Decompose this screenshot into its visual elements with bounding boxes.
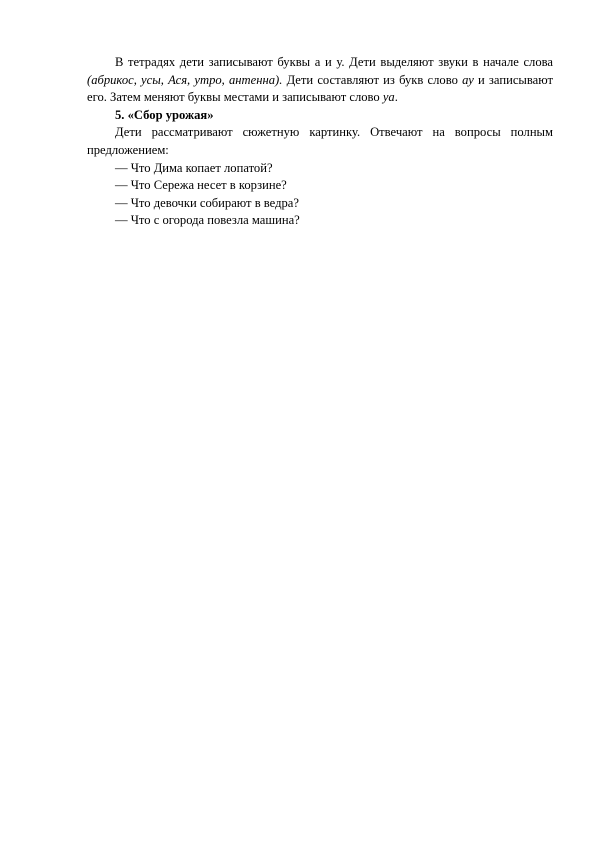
paragraph-text: Дети составляют из букв слово [282, 72, 463, 87]
paragraph-text: и записывают его. Затем меняют буквы местами и записывают слово [87, 72, 553, 105]
paragraph-text: В тетрадях дети записывают буквы а и у. Дети выделяют звуки в начале слова [115, 55, 553, 69]
question-item: — Что Сережа несет в корзине? [115, 178, 287, 193]
paragraph-writing-letters [87, 54, 553, 107]
paragraph-text: . [394, 90, 398, 105]
word-ua: уа [382, 90, 395, 105]
word-au: ау [462, 72, 474, 87]
question-item: — Что девочки собирают в ведра? [115, 195, 299, 210]
example-words: (абрикос, усы, Ася, утро, антенна). [87, 72, 283, 87]
question-item: — Что Дима копает лопатой? [115, 160, 273, 175]
document-body [87, 54, 553, 230]
question-item: — Что с огорода повезла машина? [115, 213, 300, 228]
paragraph-picture-task: Дети рассматривают сюжетную картинку. Отвечают на вопросы полным предложением: [87, 125, 553, 157]
section-heading: 5. «Сбор урожая» [115, 107, 214, 122]
